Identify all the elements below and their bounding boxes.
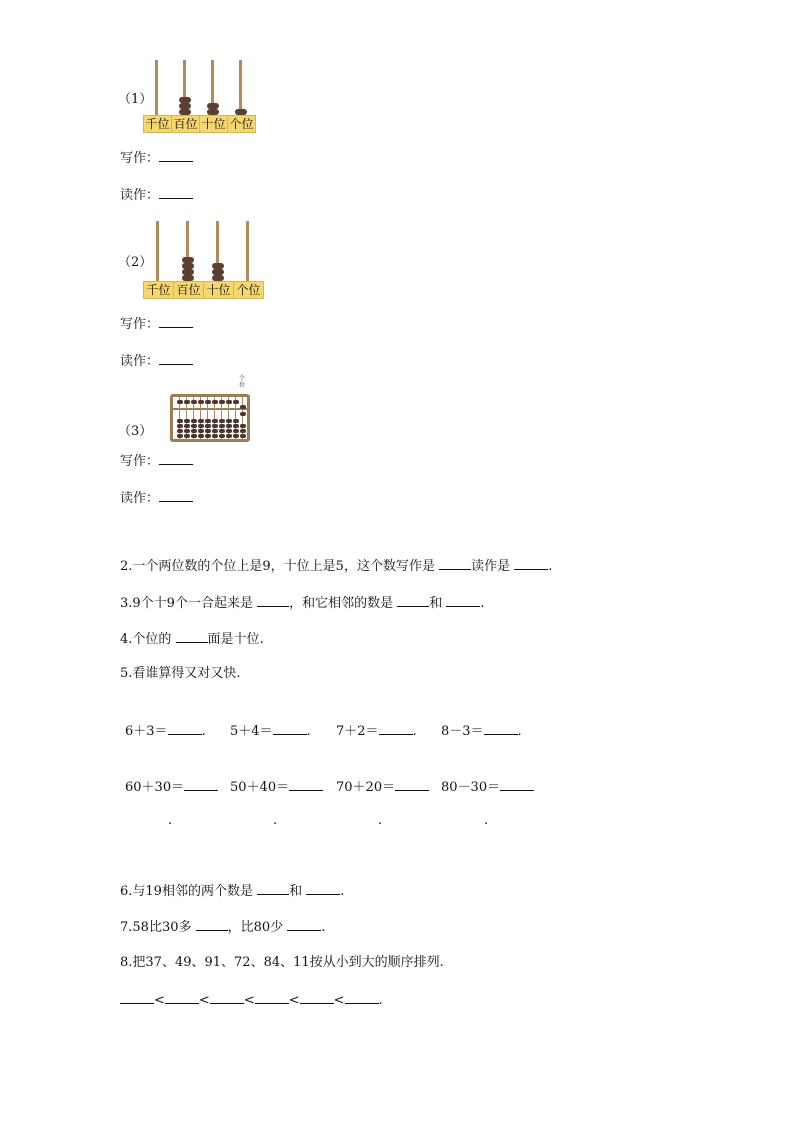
- soroban-bead: [191, 434, 197, 438]
- place-hundreds: 百位: [172, 116, 200, 132]
- write-line-2: 写作：: [120, 314, 193, 334]
- period-mark: .: [168, 813, 173, 828]
- soroban-bead: [205, 424, 211, 428]
- answer-blank[interactable]: [184, 777, 218, 791]
- soroban-bead: [226, 400, 232, 404]
- place-hundreds: 百位: [174, 282, 204, 298]
- answer-blank[interactable]: [287, 917, 321, 931]
- soroban-bead: [205, 429, 211, 433]
- soroban-bead: [184, 424, 190, 428]
- soroban-bead: [212, 429, 218, 433]
- answer-blank[interactable]: [168, 721, 202, 735]
- answer-blank[interactable]: [514, 556, 548, 570]
- answer-blank[interactable]: [439, 556, 471, 570]
- answer-blank[interactable]: [257, 881, 289, 895]
- part3-label: （3）: [118, 424, 153, 439]
- abacus-bead: [179, 97, 191, 103]
- soroban-bead: [226, 419, 232, 423]
- question-8: 8.把37、49、91、72、84、11按从小到大的顺序排列.: [120, 955, 444, 970]
- read-line-1: 读作：: [120, 185, 193, 205]
- abacus-bead: [182, 257, 194, 263]
- question-5: 5.看谁算得又对又快.: [120, 666, 241, 681]
- soroban-bead: [184, 419, 190, 423]
- answer-blank[interactable]: [210, 990, 244, 1004]
- abacus-bead: [207, 103, 219, 109]
- soroban-bead: [198, 434, 204, 438]
- period-mark: .: [273, 813, 278, 828]
- soroban: [170, 394, 250, 442]
- period-mark: .: [484, 813, 489, 828]
- answer-blank[interactable]: [176, 629, 208, 643]
- part1-label: （1）: [118, 92, 153, 107]
- place-value-bar-1: [143, 115, 256, 133]
- answer-blank[interactable]: [300, 990, 334, 1004]
- answer-blank[interactable]: [395, 777, 429, 791]
- soroban-bead: [212, 424, 218, 428]
- answer-blank[interactable]: [379, 721, 413, 735]
- place-tens: 十位: [204, 282, 234, 298]
- abacus-bead: [182, 269, 194, 275]
- soroban-bead: [233, 424, 239, 428]
- answer-blank[interactable]: [484, 721, 518, 735]
- soroban-bead: [219, 419, 225, 423]
- soroban-bead: [184, 400, 190, 404]
- soroban-bead: [177, 400, 183, 404]
- abacus-bead: [212, 269, 224, 275]
- soroban-bead: [198, 424, 204, 428]
- ordering-line: < < < < < .: [120, 990, 383, 1010]
- answer-blank[interactable]: [255, 990, 289, 1004]
- answer-blank[interactable]: [196, 917, 228, 931]
- abacus-rod: [156, 221, 159, 282]
- answer-blank[interactable]: [159, 148, 193, 162]
- soroban-bead: [191, 429, 197, 433]
- place-tens: 十位: [200, 116, 228, 132]
- soroban-bead: [205, 419, 211, 423]
- ones-column-label: 个 位: [238, 375, 245, 389]
- soroban-bead: [240, 405, 246, 409]
- soroban-bead: [233, 419, 239, 423]
- answer-blank[interactable]: [273, 721, 307, 735]
- soroban-bead: [177, 434, 183, 438]
- answer-blank[interactable]: [120, 990, 154, 1004]
- period-mark: .: [378, 813, 383, 828]
- soroban-bead: [212, 400, 218, 404]
- soroban-bead: [198, 400, 204, 404]
- answer-blank[interactable]: [397, 593, 429, 607]
- calc-item-8: 80－30＝: [441, 777, 534, 797]
- soroban-bead: [205, 434, 211, 438]
- soroban-bead: [184, 434, 190, 438]
- soroban-bead: [219, 424, 225, 428]
- write-line-3: 写作：: [120, 451, 193, 471]
- question-2: 2.一个两位数的个位上是9，十位上是5，这个数写作是 读作是 .: [120, 556, 552, 576]
- calc-item-3: 7＋2＝ .: [336, 721, 417, 741]
- soroban-bead: [233, 429, 239, 433]
- answer-blank[interactable]: [159, 451, 193, 465]
- abacus-bead: [212, 263, 224, 269]
- soroban-bead: [212, 419, 218, 423]
- question-4: 4.个位的 面是十位.: [120, 629, 264, 649]
- soroban-bead: [177, 429, 183, 433]
- answer-blank[interactable]: [306, 881, 340, 895]
- soroban-bead: [233, 434, 239, 438]
- answer-blank[interactable]: [289, 777, 323, 791]
- place-thousands: 千位: [144, 116, 172, 132]
- place-ones: 个位: [236, 283, 261, 297]
- answer-blank[interactable]: [257, 593, 289, 607]
- soroban-bead: [240, 424, 246, 428]
- soroban-bead: [226, 424, 232, 428]
- soroban-bead: [191, 424, 197, 428]
- answer-blank[interactable]: [446, 593, 480, 607]
- abacus-bead: [182, 263, 194, 269]
- abacus-rod: [246, 221, 249, 282]
- abacus-rod: [155, 60, 158, 116]
- soroban-bead: [191, 400, 197, 404]
- answer-blank[interactable]: [159, 488, 193, 502]
- soroban-bead: [240, 434, 246, 438]
- soroban-bead: [226, 434, 232, 438]
- answer-blank[interactable]: [159, 185, 193, 199]
- part2-label: （2）: [118, 255, 153, 270]
- answer-blank[interactable]: [345, 990, 379, 1004]
- soroban-bead: [219, 434, 225, 438]
- calc-item-1: 6＋3＝ .: [125, 721, 206, 741]
- soroban-bead: [233, 400, 239, 404]
- question-7: 7.58比30多 ，比80少 .: [120, 917, 325, 937]
- question-6: 6.与19相邻的两个数是 和 .: [120, 881, 344, 901]
- soroban-bead: [191, 419, 197, 423]
- soroban-bead: [177, 419, 183, 423]
- calc-item-5: 60＋30＝: [125, 777, 218, 797]
- calc-item-2: 5＋4＝ .: [230, 721, 311, 741]
- soroban-bead: [198, 419, 204, 423]
- read-line-2: 读作：: [120, 351, 193, 371]
- abacus-rod: [239, 60, 242, 116]
- soroban-bead: [212, 434, 218, 438]
- question-3: 3.9个十9个一合起来是 ，和它相邻的数是 和 .: [120, 593, 485, 613]
- write-line-1: 写作：: [120, 148, 193, 168]
- answer-blank[interactable]: [159, 351, 193, 365]
- abacus-bead: [179, 103, 191, 109]
- answer-blank[interactable]: [159, 314, 193, 328]
- soroban-bead: [184, 429, 190, 433]
- place-thousands: 千位: [144, 282, 174, 298]
- calc-item-4: 8－3＝ .: [441, 721, 522, 741]
- place-value-bar-2: [143, 281, 264, 299]
- soroban-bead: [198, 429, 204, 433]
- answer-blank[interactable]: [500, 777, 534, 791]
- soroban-bead: [240, 429, 246, 433]
- calc-item-6: 50＋40＝: [230, 777, 323, 797]
- answer-blank[interactable]: [165, 990, 199, 1004]
- calc-item-7: 70＋20＝: [336, 777, 429, 797]
- soroban-bead: [177, 424, 183, 428]
- soroban-bead: [240, 412, 246, 416]
- soroban-bead: [226, 429, 232, 433]
- place-ones: 个位: [229, 117, 254, 131]
- read-line-3: 读作：: [120, 488, 193, 508]
- soroban-bead: [205, 400, 211, 404]
- soroban-bead: [219, 400, 225, 404]
- soroban-bead: [219, 429, 225, 433]
